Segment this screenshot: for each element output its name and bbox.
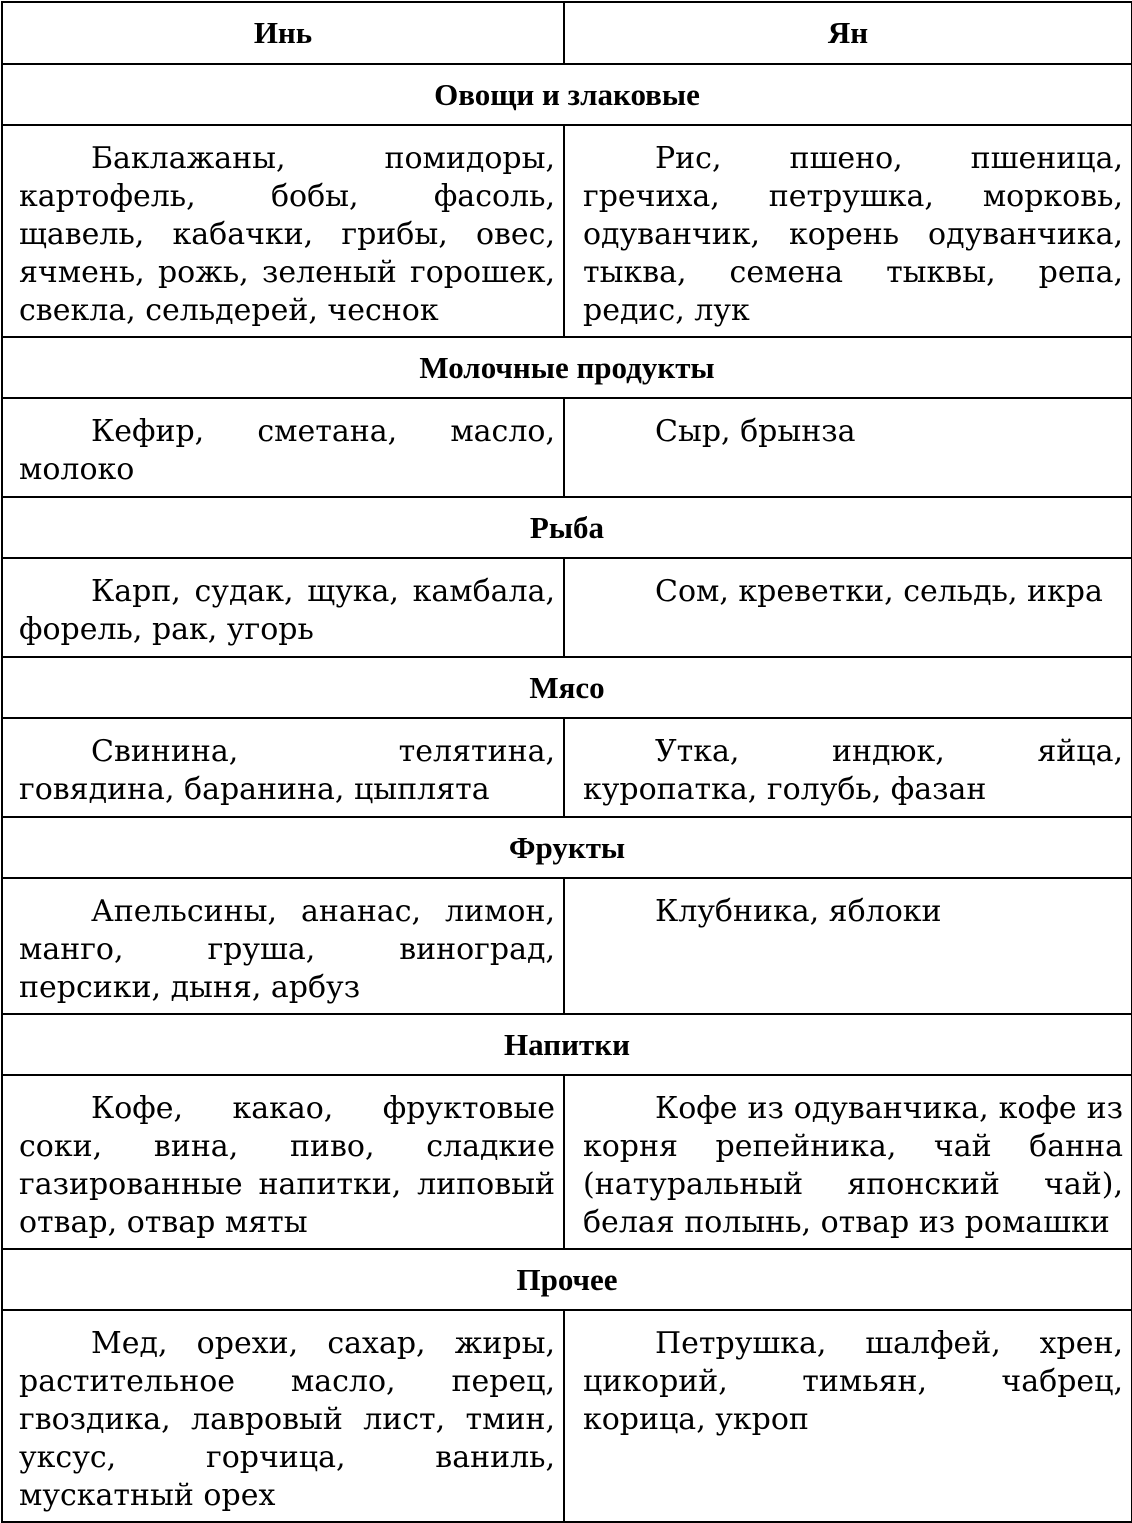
- cell-yang-drinks: Кофе из одуванчика, кофе из корня репейника, чай банна (натуральный японский чай), белая полынь, отвар из ромашки: [564, 1075, 1132, 1249]
- section-header-row: [2, 1249, 1132, 1310]
- cell-yin-vegetables: Баклажаны, помидоры, картофель, бобы, фасоль, щавель, кабачки, грибы, овес, ячмень, рожь, зеленый горошек, свекла, сельдерей, чеснок: [2, 125, 564, 337]
- cell-yin-dairy: Кефир, сметана, масло, молоко: [2, 398, 564, 497]
- section-title-fish: Рыба: [2, 497, 1132, 558]
- table-row: [2, 718, 1132, 817]
- cell-yin-fish: Карп, судак, щука, камбала, форель, рак, угорь: [2, 558, 564, 657]
- cell-yang-vegetables: Рис, пшено, пшеница, гречиха, петрушка, морковь, одуванчик, корень одуванчика, тыква, семена тыквы, репа, редис, лук: [564, 125, 1132, 337]
- table-row: [2, 1310, 1132, 1522]
- column-header-row: [2, 2, 1132, 64]
- section-title-fruits: Фрукты: [2, 817, 1132, 878]
- yin-yang-food-table: [1, 1, 1132, 1523]
- section-title-vegetables: Овощи и злаковые: [2, 64, 1132, 125]
- cell-yin-other: Мед, орехи, сахар, жиры, растительное масло, перец, гвоздика, лавровый лист, тмин, уксус, горчица, ваниль, мускатный орех: [2, 1310, 564, 1522]
- section-header-row: [2, 337, 1132, 398]
- section-header-row: [2, 657, 1132, 718]
- cell-yang-fish: Сом, креветки, сельдь, икра: [564, 558, 1132, 657]
- section-title-meat: Мясо: [2, 657, 1132, 718]
- cell-yin-fruits: Апельсины, ананас, лимон, манго, груша, виноград, персики, дыня, арбуз: [2, 878, 564, 1014]
- table-row: [2, 125, 1132, 337]
- column-header-yang: Ян: [564, 2, 1132, 64]
- section-header-row: [2, 1014, 1132, 1075]
- cell-yin-drinks: Кофе, какао, фруктовые соки, вина, пиво, сладкие газированные напитки, липовый отвар, отвар мяты: [2, 1075, 564, 1249]
- column-header-yin: Инь: [2, 2, 564, 64]
- table-row: [2, 558, 1132, 657]
- cell-yin-meat: Свинина, телятина, говядина, баранина, цыплята: [2, 718, 564, 817]
- section-header-row: [2, 64, 1132, 125]
- table-row: [2, 398, 1132, 497]
- section-header-row: [2, 497, 1132, 558]
- cell-yang-dairy: Сыр, брынза: [564, 398, 1132, 497]
- cell-yang-fruits: Клубника, яблоки: [564, 878, 1132, 1014]
- table-row: [2, 878, 1132, 1014]
- cell-yang-other: Петрушка, шалфей, хрен, цикорий, тимьян, чабрец, корица, укроп: [564, 1310, 1132, 1522]
- cell-yang-meat: Утка, индюк, яйца, куропатка, голубь, фазан: [564, 718, 1132, 817]
- section-title-other: Прочее: [2, 1249, 1132, 1310]
- section-title-dairy: Молочные продукты: [2, 337, 1132, 398]
- section-title-drinks: Напитки: [2, 1014, 1132, 1075]
- table-row: [2, 1075, 1132, 1249]
- section-header-row: [2, 817, 1132, 878]
